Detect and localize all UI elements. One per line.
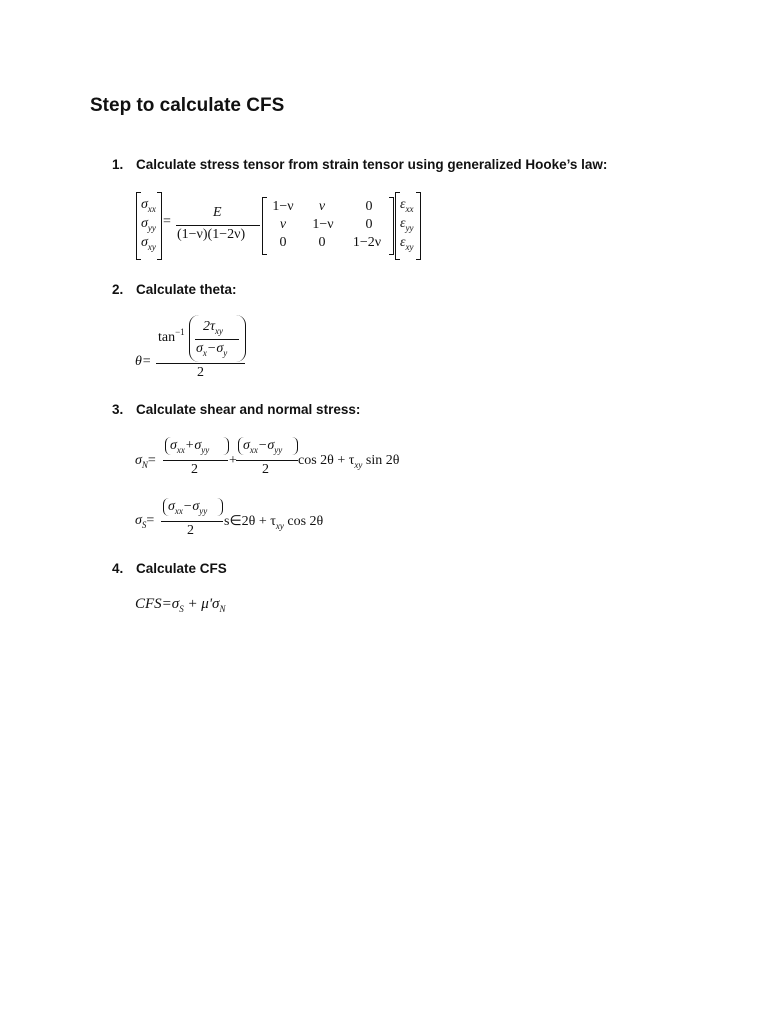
inner-fraction-bar bbox=[195, 339, 239, 340]
step-3-label: Calculate shear and normal stress: bbox=[136, 402, 361, 417]
outer-fraction-bar bbox=[156, 363, 245, 364]
sigma-n-lhs: $\sigma_N=$ bbox=[135, 453, 156, 470]
matrix-cell: 1−2ν bbox=[352, 235, 382, 250]
cfs-equation: $CFS=\sigma_S + \mu'\sigma_N$ bbox=[135, 596, 226, 614]
strain-yy: $\varepsilon_{yy}$ bbox=[400, 216, 414, 233]
step-3 bbox=[112, 402, 360, 417]
matrix-right-bracket bbox=[389, 197, 394, 255]
equals-sign: = bbox=[163, 214, 171, 229]
step-4-label: Calculate CFS bbox=[136, 561, 227, 576]
matrix-cell: 0 bbox=[365, 217, 373, 232]
term2-denominator: 2 bbox=[262, 462, 269, 477]
step-4 bbox=[112, 561, 227, 576]
matrix-cell: 0 bbox=[365, 199, 373, 214]
step-2-number: 2. bbox=[112, 282, 124, 297]
young-modulus: E bbox=[213, 205, 222, 220]
fraction-bar bbox=[176, 225, 260, 226]
stress-yy: $\sigma_{yy}$ bbox=[141, 216, 156, 233]
poisson-denominator: (1−ν)(1−2ν) bbox=[177, 227, 246, 242]
theta-lhs: θ= bbox=[135, 354, 152, 369]
shear-denominator: 2 bbox=[187, 523, 194, 538]
shear-trig: s∈2θ + $\tau_{xy}$ cos 2θ bbox=[224, 514, 324, 531]
term2-fraction-bar bbox=[236, 460, 298, 461]
shear-fraction-bar bbox=[161, 521, 223, 522]
step-2-label: Calculate theta: bbox=[136, 282, 237, 297]
plus-sign: + bbox=[229, 453, 237, 468]
matrix-cell: ν bbox=[279, 217, 287, 232]
step-1 bbox=[112, 157, 607, 172]
step-4-number: 4. bbox=[112, 561, 124, 576]
page-title: Step to calculate CFS bbox=[90, 95, 285, 116]
term1-numerator: $\sigma_{xx}+\sigma_{yy}$ bbox=[170, 438, 210, 455]
matrix-cell: 1−ν bbox=[272, 199, 294, 214]
matrix-cell: ν bbox=[318, 199, 326, 214]
step-3-number: 3. bbox=[112, 402, 124, 417]
term1-denominator: 2 bbox=[191, 462, 198, 477]
tau-numerator: $2\tau_{xy}$ bbox=[203, 319, 224, 336]
step-1-number: 1. bbox=[112, 157, 124, 172]
term1-fraction-bar bbox=[163, 460, 228, 461]
step-1-label: Calculate stress tensor from strain tensor using generalized Hooke’s law: bbox=[136, 157, 608, 172]
matrix-cell: 1−ν bbox=[312, 217, 334, 232]
stress-xy: $\sigma_{xy}$ bbox=[141, 235, 156, 252]
strain-xx: $\varepsilon_{xx}$ bbox=[400, 197, 414, 214]
stress-vector-right-bracket bbox=[157, 192, 162, 260]
strain-vector-right-bracket bbox=[416, 192, 421, 260]
term2-numerator: $\sigma_{xx}-\sigma_{yy}$ bbox=[243, 438, 283, 455]
term2-trig: $\cos 2\theta + \tau_{xy}$ sin 2θ bbox=[298, 453, 400, 470]
step-2 bbox=[112, 282, 237, 297]
sigma-difference: $\sigma_x-\sigma_y$ bbox=[196, 341, 228, 358]
shear-numerator: $\sigma_{xx}-\sigma_{yy}$ bbox=[168, 499, 208, 516]
stress-xx: $\sigma_{xx}$ bbox=[141, 197, 156, 214]
matrix-cell: 0 bbox=[279, 235, 287, 250]
theta-denominator: 2 bbox=[197, 365, 204, 380]
sigma-s-lhs: $\sigma_S=$ bbox=[135, 513, 155, 530]
matrix-cell: 0 bbox=[318, 235, 326, 250]
strain-xy: $\varepsilon_{xy}$ bbox=[400, 235, 414, 252]
arctan: $\tan^{-1}$ bbox=[158, 327, 185, 345]
